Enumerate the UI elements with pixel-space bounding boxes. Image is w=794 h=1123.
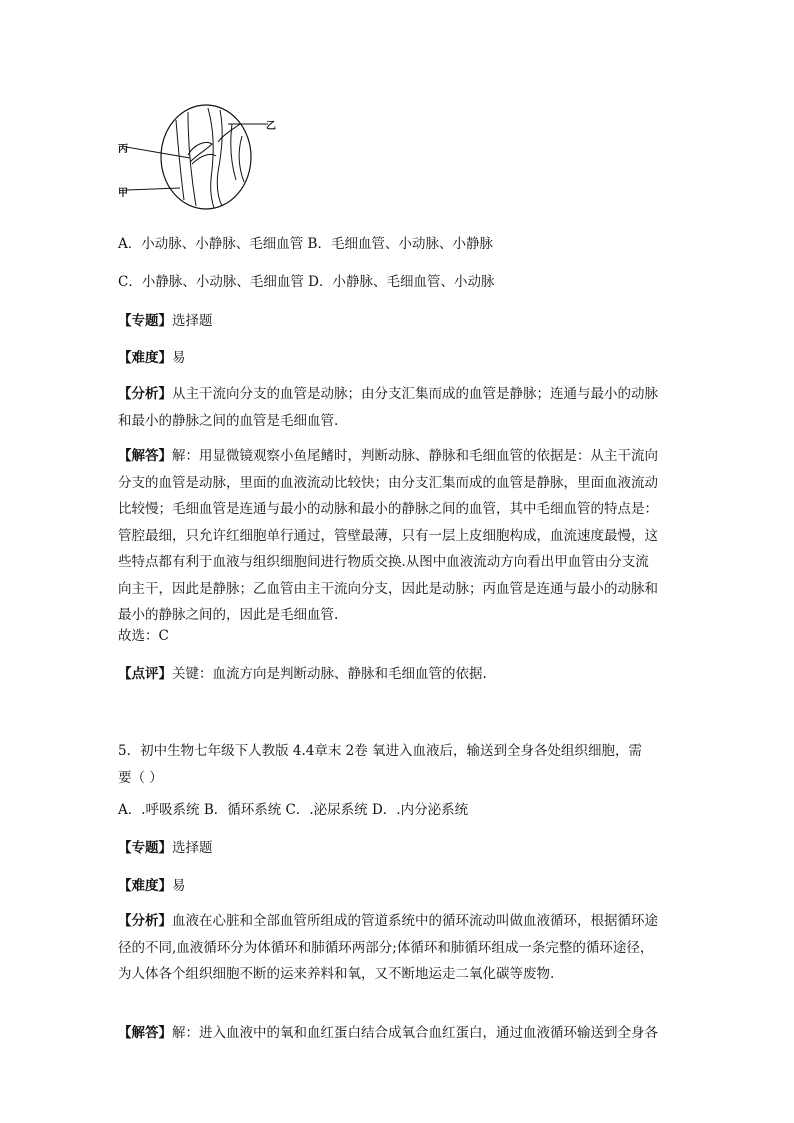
q4-answer-line: 分支的血管是动脉，里面的血液流动比较快；由分支汇集而成的血管是静脉，里面血液流动 — [118, 474, 658, 491]
q4-topic-tag: 【专题】 — [118, 313, 172, 329]
q5-answer-line: 解：进入血液中的氧和血红蛋白结合成氧合血红蛋白，通过血液循环输送到全身各 — [172, 1025, 658, 1041]
q5-stem-line: 5．初中生物七年级下人教版 4.4章末 2卷 氧进入血液后，输送到全身各处组织细胞，需 — [118, 743, 643, 759]
q5-analysis-tag: 【分析】 — [118, 913, 172, 929]
q5-stem-line: 要（ ） — [118, 769, 163, 786]
blood-vessel-figure — [118, 100, 278, 210]
q4-answer — [118, 443, 688, 629]
q4-difficulty-value: 易 — [172, 350, 186, 366]
figure-label-yi: 乙 — [266, 121, 276, 132]
q5-analysis-line: 为人体各个组织细胞不断的运来养料和氧，又不断地运走二氧化碳等废物. — [118, 966, 555, 982]
q4-answer-line: 比较慢；毛细血管是连通与最小的动脉和最小的静脉之间的血管，其中毛细血管的特点是： — [118, 501, 658, 517]
q5-difficulty — [118, 877, 688, 896]
q5-difficulty-value: 易 — [172, 878, 186, 894]
q4-comment-tag: 【点评】 — [118, 666, 172, 682]
figure-label-jia: 甲 — [118, 188, 128, 199]
microscope-field-illustration — [118, 100, 278, 210]
q4-answer-line: 管腔最细，只允许红细胞单行通过，管壁最薄，只有一层上皮细胞构成，血流速度最慢，这 — [118, 527, 658, 544]
q5-answer — [118, 1024, 688, 1043]
q5-analysis-line: 径的不同,血液循环分为体循环和肺循环两部分;体循环和肺循环组成一条完整的循环途径， — [118, 939, 654, 956]
q4-answer-line: 最小的静脉之间的，因此是毛细血管. — [118, 607, 339, 623]
q5-topic — [118, 839, 688, 858]
q4-answer-tag: 【解答】 — [118, 448, 172, 464]
q4-options-line1: A．小动脉、小静脉、毛细血管 B．毛细血管、小动脉、小静脉 — [118, 236, 493, 252]
q5-analysis — [118, 908, 688, 988]
q4-answer-line: 解：用显微镜观察小鱼尾鳍时，判断动脉、静脉和毛细血管的依据是：从主干流向 — [172, 448, 658, 464]
q4-topic — [118, 312, 688, 331]
q4-comment-value: 关键：血流方向是判断动脉、静脉和毛细血管的依据. — [172, 666, 487, 682]
q4-options-line2: C．小静脉、小动脉、毛细血管 D．小静脉、毛细血管、小动脉 — [118, 274, 495, 290]
q5-options: A．.呼吸系统 B．循环系统 C．.泌尿系统 D．.内分泌系统 — [118, 802, 469, 818]
q4-topic-value: 选择题 — [172, 313, 213, 329]
q5-topic-tag: 【专题】 — [118, 840, 172, 856]
q4-answer-line: 向主干，因此是静脉；乙血管由主干流向分支，因此是动脉；丙血管是连通与最小的动脉和 — [118, 580, 658, 597]
q4-analysis-tag: 【分析】 — [118, 386, 172, 402]
q4-analysis — [118, 381, 688, 434]
q4-comment — [118, 665, 688, 684]
figure-label-bing: 丙 — [118, 144, 128, 155]
q5-analysis-line: 血液在心脏和全部血管所组成的管道系统中的循环流动叫做血液循环，根据循环途 — [172, 913, 658, 929]
q4-choice: 故选：C — [118, 628, 169, 644]
q5-answer-tag: 【解答】 — [118, 1025, 172, 1041]
q4-analysis-line: 从主干流向分支的血管是动脉；由分支汇集而成的血管是静脉；连通与最小的动脉 — [172, 386, 658, 402]
q5-difficulty-tag: 【难度】 — [118, 878, 172, 894]
q4-difficulty-tag: 【难度】 — [118, 350, 172, 366]
q5-topic-value: 选择题 — [172, 840, 213, 856]
q4-difficulty — [118, 349, 688, 368]
q4-analysis-line: 和最小的静脉之间的血管是毛细血管. — [118, 412, 339, 429]
q4-answer-line: 些特点都有利于血液与组织细胞间进行物质交换.从图中血液流动方向看出甲血管由分支流 — [118, 554, 649, 570]
q5-stem — [118, 738, 688, 791]
